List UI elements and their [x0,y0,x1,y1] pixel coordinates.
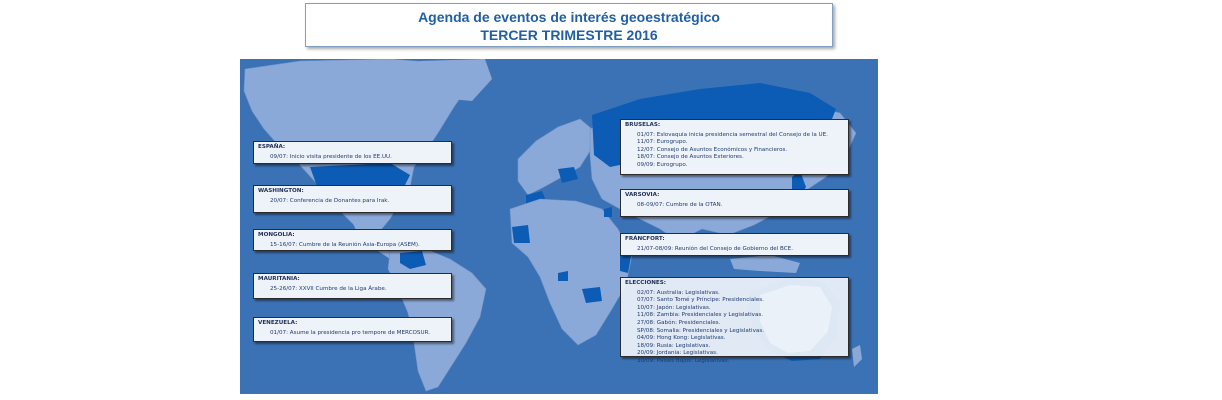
event-box-mauritania [253,273,452,299]
event-line: 20/09: Jordania: Legislativas. [637,350,718,357]
event-heading: MONGOLIA: [258,232,295,238]
event-line: 01/07: Asume la presidencia pro tempore de MERCOSUR. [270,329,431,336]
event-line: 12/07: Consejo de Asuntos Económicos y Financieros. [637,146,788,153]
event-line: 10/07: Japón: Legislativas. [637,304,711,311]
event-box-bruselas [620,119,849,175]
event-heading: VENEZUELA: [258,320,298,326]
event-line: 30/09: Países Bajos: Legislativas. [637,357,730,364]
event-line: 07/07: Santo Tomé y Príncipe: Presidenciales. [637,297,764,304]
mauritania-highlight [512,225,530,243]
event-line: 20/07: Conferencia de Donantes para Irak. [270,197,390,204]
page-title: Agenda de eventos de interés geoestratégico [418,9,720,25]
event-box-varsovia [620,189,849,217]
event-heading: BRUSELAS: [625,122,661,128]
event-line: 25-26/07: XXVII Cumbre de la Liga Árabe. [270,285,387,292]
event-box-mongolia [253,229,452,251]
title-box [305,3,833,47]
event-line: 11/07: Eurogrupo. [637,139,688,146]
event-line: 15-16/07: Cumbre de la Reunión Asia-Europa (ASEM). [270,241,420,248]
event-line: 18/07: Consejo de Asuntos Exteriores. [637,154,744,161]
event-line: 27/08: Gabón: Presidenciales. [637,319,721,326]
event-line: 21/07-08/09: Reunión del Consejo de Gobierno del BCE. [637,245,793,252]
event-box-elecciones [620,277,849,364]
event-line: 04/09: Hong Kong: Legislativas. [637,335,726,342]
event-line: 18/09: Rusia: Legislativas. [637,342,711,349]
event-line: 02/07: Australia: Legislativas. [637,289,720,296]
event-line: 09/09: Eurogrupo. [637,161,688,168]
event-line: 09/07: Inicio visita presidente de los EE.UU. [270,153,392,160]
event-heading: ESPAÑA: [258,144,286,150]
event-heading: VARSOVIA: [625,192,660,198]
event-box-venezuela [253,317,452,342]
event-box-francfort [620,233,849,256]
event-heading: WASHINGTON: [258,188,304,194]
event-heading: ELECCIONES: [625,280,667,286]
event-box-espana [253,141,452,164]
event-heading: FRÁNCFORT: [625,236,665,242]
event-heading: MAURITANIA: [258,276,300,282]
event-line: 08-09/07: Cumbre de la OTAN. [637,201,723,208]
event-line: SP/08: Somalia: Presidenciales y Legislativas. [637,327,765,334]
event-box-washington [253,185,452,213]
event-line: 01/07: Eslovaquia inicia presidencia semestral del Consejo de la UE. [637,131,828,138]
event-line: 11/08: Zambia: Presidenciales y Legislativas. [637,312,764,319]
page-subtitle: TERCER TRIMESTRE 2016 [480,27,658,43]
